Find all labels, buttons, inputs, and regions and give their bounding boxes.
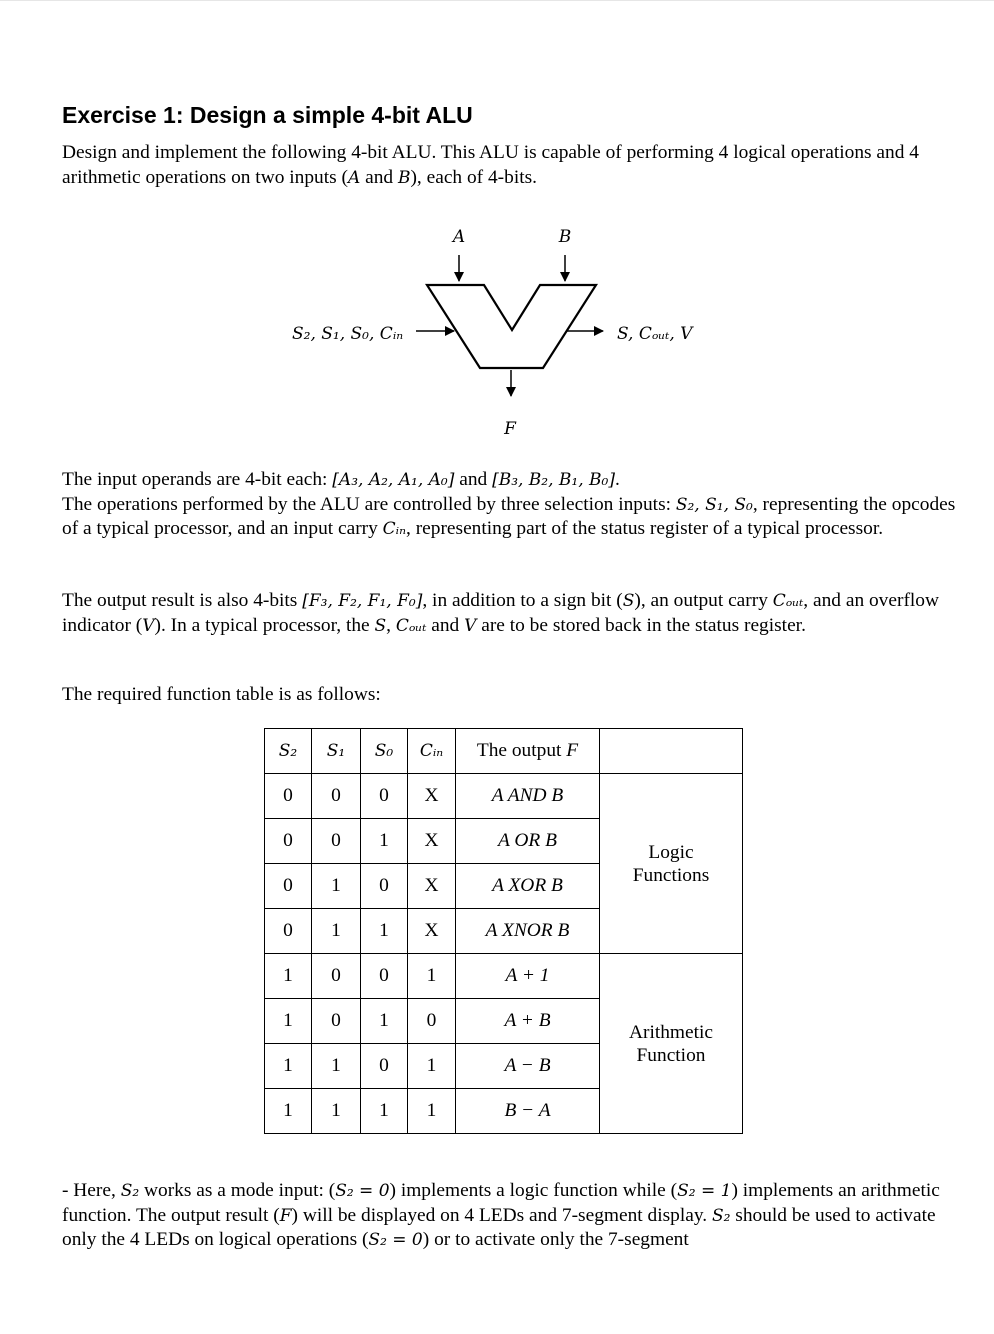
cell-s1: 1 [312,864,361,909]
operand-a-set: [A₃, A₂, A₁, A₀] [332,470,455,490]
cell-cin: 1 [408,1089,456,1134]
alu-body-shape [427,285,596,368]
note-text-4: ) implements an arithmetic function. The output result ( [62,1180,940,1226]
header-s0: S₀ [361,729,408,774]
note-var-s2-2: S₂ [711,1205,731,1226]
mode-note-paragraph [62,1179,962,1253]
cell-s1: 1 [312,1044,361,1089]
output-text-4: , and an overflow indicator ( [62,590,939,636]
cell-s0: 0 [361,1044,408,1089]
operands-text-1: The input operands are 4-bit each: [62,469,333,490]
note-text-7: ) or to activate only the 7-segment [422,1229,689,1250]
cell-output: A OR B [456,819,600,864]
note-text-6: should be used to activate only the 4 LEDs on logical operations ( [62,1204,936,1250]
exercise-heading: Exercise 1: Design a simple 4-bit ALU [62,102,473,128]
note-text-3: ) implements a logic function while ( [389,1180,678,1201]
operand-b-set: [B₃, B₂, B₁, B₀] [492,470,615,490]
header-cin: Cᵢₙ [408,729,456,774]
cell-s1: 1 [312,1089,361,1134]
group-logic-line-2: Functions [632,864,710,886]
operands-text-4: The operations performed by the ALU are controlled by three selection inputs: [62,493,676,515]
cell-s0: 1 [361,1089,408,1134]
alu-label-f: F [504,419,516,439]
table-row [265,954,743,999]
note-eq-s2-1: S₂ = 1 [677,1181,732,1201]
cell-s0: 1 [361,819,408,864]
output-var-s-2: S [374,615,387,636]
cell-s2: 0 [265,819,312,864]
output-var-s: S [622,591,635,611]
selection-inputs-line [62,493,962,542]
output-text-2: , in addition to a sign bit ( [422,590,623,611]
selection-set: S₂, S₁, S₀ [675,494,753,515]
cell-s1: 1 [312,909,361,954]
alu-label-a: A [452,227,466,247]
header-output-f [456,729,600,774]
cell-s2: 1 [265,1044,312,1089]
group-arithmetic-function [600,954,743,1134]
cell-s0: 0 [361,774,408,819]
intro-paragraph [62,141,962,190]
operands-paragraph [62,468,962,542]
group-arith-line-1: Arithmetic [628,1021,713,1043]
output-var-v: V [142,615,155,636]
group-logic-line-1: Logic [648,841,694,863]
cell-cin: X [408,819,456,864]
intro-var-a: A [347,167,361,188]
header-output-text: The output [476,740,567,761]
output-text-7: and [426,614,465,636]
cell-s0: 1 [361,999,408,1044]
header-group-empty [600,729,743,774]
output-var-v-2: V [464,615,477,636]
cell-output: A XOR B [456,864,600,909]
cell-output: A AND B [456,774,600,819]
cell-s2: 0 [265,864,312,909]
note-text-2: works as a mode input: ( [139,1180,336,1201]
cell-s2: 1 [265,954,312,999]
cell-s2: 1 [265,999,312,1044]
note-var-s2: S₂ [120,1181,140,1201]
table-intro: The required function table is as follows: [62,684,381,705]
cell-output: A − B [456,1044,600,1089]
cell-s1: 0 [312,999,361,1044]
page-top-border [0,0,994,1]
cell-output: A + B [456,999,600,1044]
cell-cin: X [408,774,456,819]
cell-s0: 0 [361,864,408,909]
output-var-cout-2: Cₒᵤₜ [395,615,427,636]
cell-cin: 1 [408,1044,456,1089]
cell-cin: X [408,864,456,909]
output-text-6: , [386,614,396,636]
group-arith-line-2: Function [636,1044,706,1066]
cell-cin: X [408,909,456,954]
operands-text-6: , representing part of the status register of a typical processor. [406,518,884,539]
alu-label-control-inputs: S₂, S₁, S₀, Cᵢₙ [292,324,404,344]
cell-cin: 0 [408,999,456,1044]
function-table [264,728,743,1134]
intro-text-2: and [360,166,398,188]
cell-s0: 1 [361,909,408,954]
alu-label-status-outputs: S, Cₒᵤₜ, V [617,324,693,344]
output-text-3: ), an output carry [634,590,773,611]
cell-s1: 0 [312,819,361,864]
output-text-1: The output result is also 4-bits [62,590,303,611]
cell-s1: 0 [312,954,361,999]
note-eq-s2-0-2: S₂ = 0 [368,1230,423,1250]
output-paragraph [62,589,962,638]
group-logic-functions [600,774,743,954]
cell-s2: 0 [265,909,312,954]
cell-s2: 0 [265,774,312,819]
note-var-f: F [279,1205,292,1226]
note-text-1: - Here, [62,1180,121,1201]
cell-s2: 1 [265,1089,312,1134]
output-var-cout: Cₒᵤₜ [772,591,804,611]
header-s2: S₂ [265,729,312,774]
header-output-var: F [566,740,579,761]
output-text-8: are to be stored back in the status register. [476,614,806,636]
operands-text-2: and [454,469,493,490]
table-row [265,774,743,819]
alu-label-b: B [558,227,572,247]
cell-output: A + 1 [456,954,600,999]
intro-text-3: ), each of 4-bits. [410,166,537,188]
carry-in: Cᵢₙ [382,519,406,539]
note-text-5: ) will be displayed on 4 LEDs and 7-segment display. [291,1204,712,1226]
cell-cin: 1 [408,954,456,999]
operands-text-3: . [614,469,620,490]
cell-s0: 0 [361,954,408,999]
note-eq-s2-0: S₂ = 0 [335,1181,390,1201]
alu-diagram [0,215,994,445]
table-header-row [265,729,743,774]
output-text-5: ). In a typical processor, the [154,614,375,636]
operands-text-5: , representing the opcodes of a typical processor, and an input carry [62,493,956,539]
output-f-set: [F₃, F₂, F₁, F₀] [302,591,423,611]
cell-s1: 0 [312,774,361,819]
intro-text-1: Design and implement the following 4-bit ALU. This ALU is capable of performing 4 logical operations and 4 arithmetic operations on two inputs ( [62,142,919,188]
cell-output: A XNOR B [456,909,600,954]
intro-var-b: B [397,167,411,188]
header-s1: S₁ [312,729,361,774]
cell-output: B − A [456,1089,600,1134]
operands-line [62,468,962,493]
